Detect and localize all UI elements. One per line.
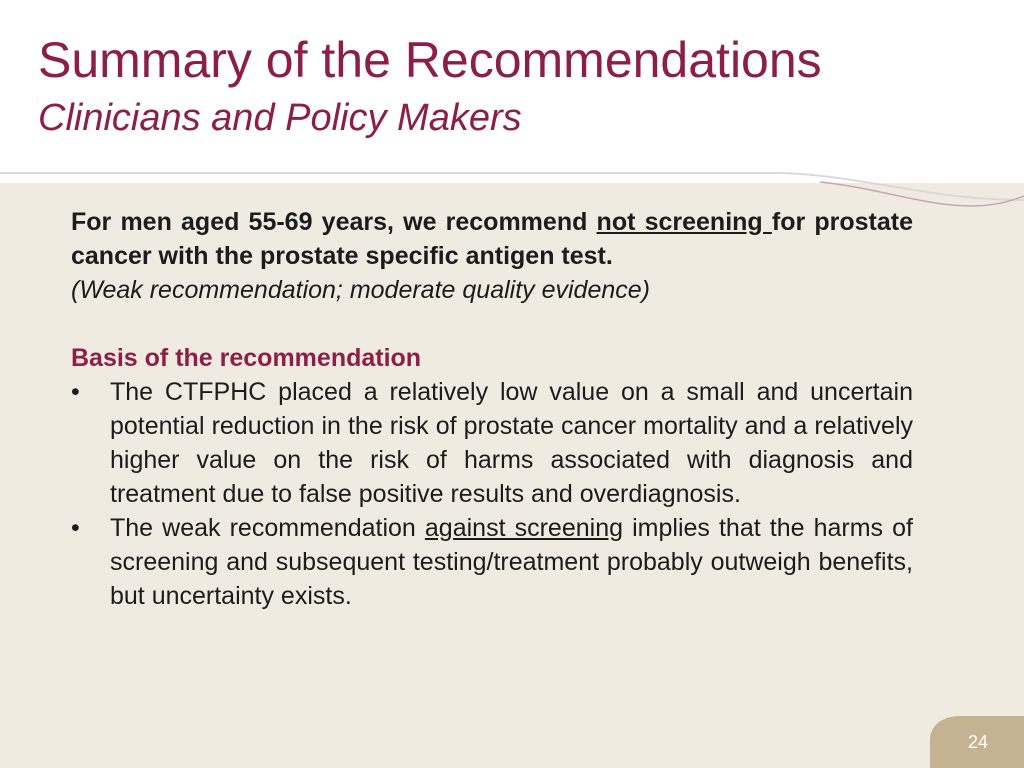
recommendation-statement [71,205,913,273]
list-item [71,375,913,511]
slide-title: Summary of the Recommendations [38,32,822,88]
recommendation-text-start: For men aged 55-69 years, we recommend [71,208,597,236]
spacer [71,307,913,341]
bullet-icon: • [71,514,80,542]
recommendation-emphasis: not screening [596,208,772,236]
bullet-text: The CTFPHC placed a relatively low value on a small and uncertain potential reduction in the risk of prostate cancer mortality and a relatively higher value on the risk of harms associated with diagnosis and treatment due to false positive results and overdiagnosis. [110,378,913,508]
slide-body [71,205,913,613]
basis-bullet-list [71,375,913,613]
bullet-text-start: The weak recommendation [110,514,425,542]
page-number: 24 [967,732,988,752]
list-item [71,511,913,613]
bullet-emphasis: against screening [424,514,624,542]
bullet-text-end: implies that the harms of screening and subsequent testing/treatment probably outweigh benefits, but uncertainty exists. [110,514,913,610]
basis-heading: Basis of the recommendation [71,344,422,372]
slide-subtitle: Clinicians and Policy Makers [38,97,522,139]
recommendation-text-end: for prostate cancer with the prostate specific antigen test. [71,208,914,270]
evidence-grade: (Weak recommendation; moderate quality evidence) [71,276,650,304]
bullet-icon: • [71,378,80,406]
